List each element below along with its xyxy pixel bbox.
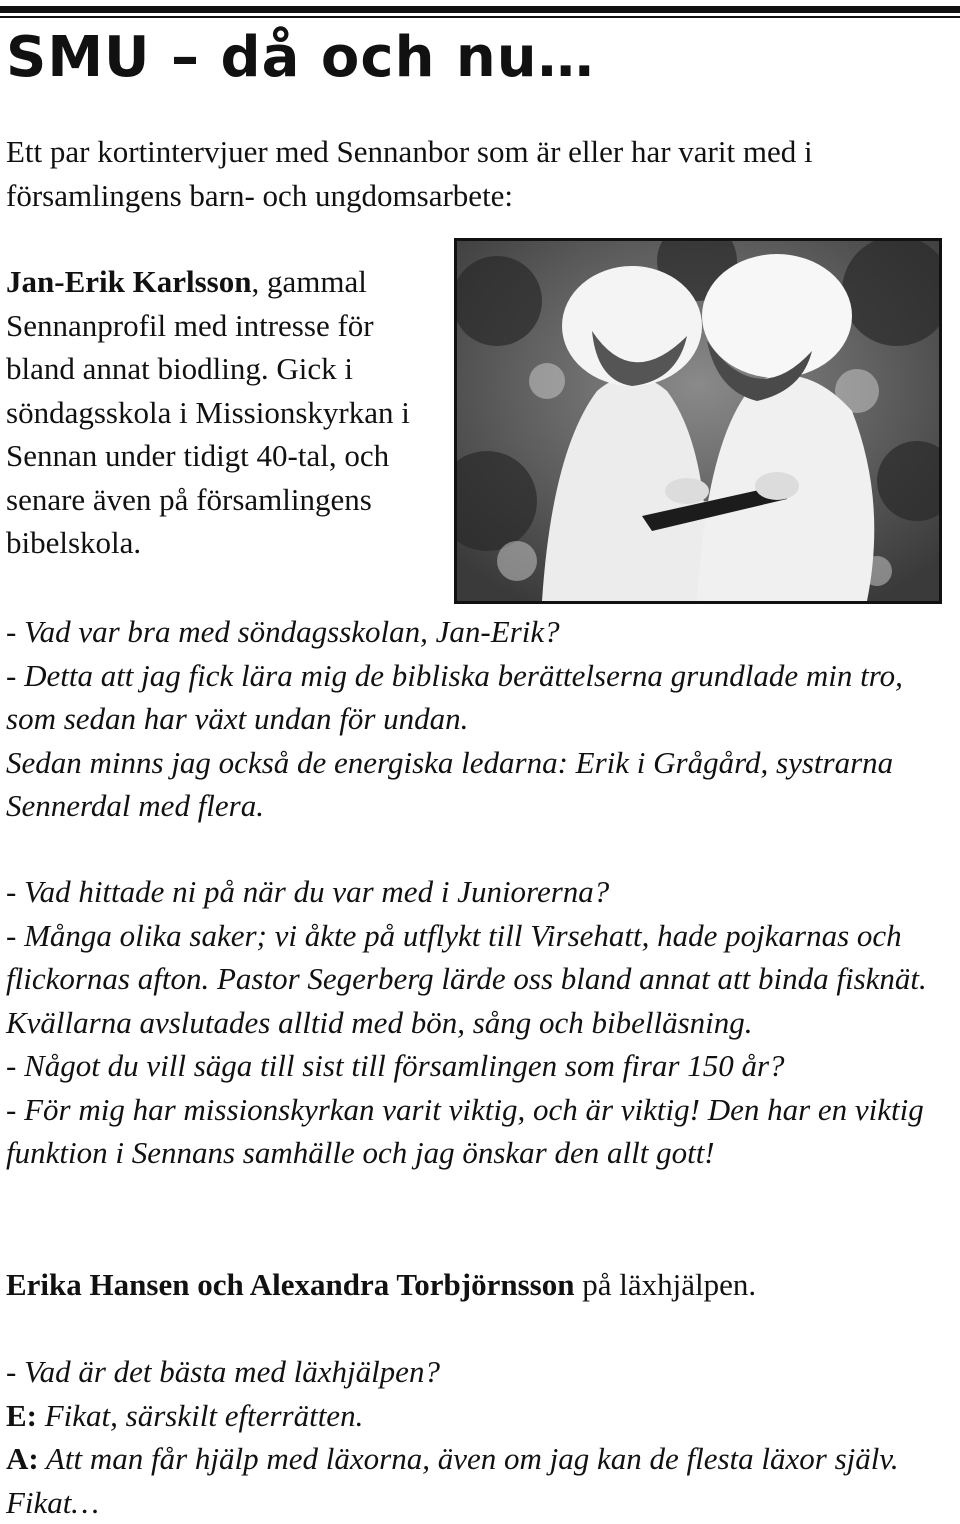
second-interview-names: Erika Hansen och Alexandra Torbjörnsson	[6, 1267, 575, 1302]
top-rule-thin	[0, 16, 960, 18]
second-interview-suffix: på läxhjälpen.	[574, 1267, 757, 1302]
answer-erika-label: E:	[6, 1397, 37, 1433]
page-title: SMU – då och nu…	[6, 25, 595, 90]
answer-150-ar: - För mig har missionskyrkan varit viktig, och är viktig! Den har en viktig funktion i Sennans samhälle och jag önskar den allt gott!	[6, 1091, 924, 1170]
answer-sondagsskolan: - Detta att jag fick lära mig de bibliska berättelserna grundlade min tro, som sedan har växt undan för undan.	[6, 657, 903, 736]
question-juniorerna: - Vad hittade ni på när du var med i Juniorerna?	[6, 874, 610, 909]
intro-paragraph: Ett par kortintervjuer med Sennanbor som är eller har varit med i församlingens barn- och ungdomsarbete:	[6, 134, 813, 213]
answer-ledarna: Sedan minns jag också de energiska ledarna: Erik i Grågård, systrarna Sennerdal med flera.	[6, 744, 894, 823]
second-interview-heading	[6, 1263, 958, 1307]
top-rule	[0, 6, 960, 13]
answer-alexandra-label: A:	[6, 1441, 39, 1476]
answer-alexandra-text: Att man får hjälp med läxorna, även om jag kan de flesta läxor själv. Fikat…	[6, 1441, 899, 1520]
interview-jan-erik-part1	[6, 610, 958, 828]
answer-juniorerna: - Många olika saker; vi åkte på utflykt till Virsehatt, hade pojkarnas och flickornas afton. Pastor Segerberg lärde oss bland annat att binda fisknät. Kvällarna avslutades alltid med bön, sång och bibelläsning.	[6, 917, 927, 1040]
profile-name: Jan-Erik Karlsson	[6, 264, 252, 299]
answer-erika	[6, 1394, 958, 1438]
answer-erika-text: Fikat, särskilt efterrätten.	[37, 1397, 364, 1433]
answer-alexandra	[6, 1437, 958, 1524]
question-150-ar: - Något du vill säga till sist till församlingen som firar 150 år?	[6, 1048, 785, 1083]
interview-jan-erik-part2	[6, 870, 958, 1175]
interview-laxhjalpen	[6, 1350, 958, 1524]
beekeepers-photo	[454, 238, 942, 604]
profile-paragraph	[6, 260, 446, 565]
question-sondagsskolan: - Vad var bra med söndagsskolan, Jan-Erik?	[6, 614, 560, 649]
profile-description: , gammal Sennanprofil med intresse för bland annat biodling. Gick i söndagsskola i Missionskyrkan i Sennan under tidigt 40-tal, och senare även på församlingens bibelskola.	[6, 264, 410, 560]
question-laxhjalpen: - Vad är det bästa med läxhjälpen?	[6, 1354, 440, 1389]
